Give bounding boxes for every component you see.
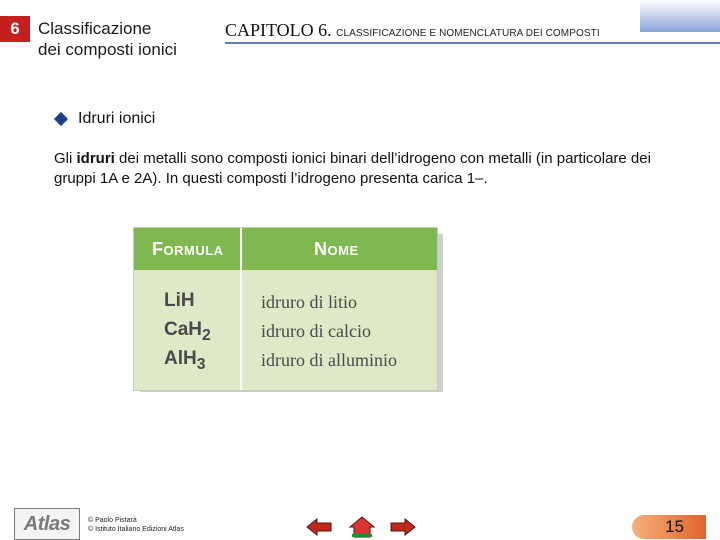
table-header-nome: Nome [314,239,359,259]
body-paragraph [54,149,654,189]
credit-line2: © Istituto Italiano Edizioni Atlas [88,526,184,533]
atlas-logo [14,508,80,540]
previous-button[interactable] [306,516,332,538]
formula-cell [164,319,211,345]
formula-base: AlH [164,348,197,369]
section-title [38,18,228,60]
logo-text: Atlas [23,512,71,535]
bullet-heading [56,110,155,128]
next-button[interactable] [390,516,416,538]
diamond-bullet-icon [54,112,68,126]
name-cell: idruro di alluminio [261,350,397,370]
name-cell: idruro di calcio [261,321,371,341]
formula-subscript: 3 [196,355,206,373]
paragraph-rest: dei metalli sono composti ionici binari dell’idrogeno con metalli (in particolare dei gruppi 1A e 2A). In questi composti l’idrogeno presenta carica 1–. [54,150,651,187]
formula-cell [164,348,206,374]
paragraph-prefix: Gli [54,150,77,167]
chapter-header [225,20,600,41]
arrow-left-icon [306,518,332,536]
credit-line1: © Paolo Pistarà [88,517,137,524]
paragraph-bold-term: idruri [76,150,115,167]
formula-subscript: 2 [202,326,211,344]
formula-base: LiH [164,290,195,311]
chapter-label: CAPITOLO 6. [225,20,332,40]
credits [88,516,184,534]
page-number: 15 [632,515,706,539]
home-button[interactable] [349,516,375,538]
arrow-right-icon [390,518,416,536]
home-icon [349,516,375,538]
chapter-subtitle: CLASSIFICAZIONE E NOMENCLATURA DEI COMPOSTI [336,28,600,39]
section-title-line1: Classificazione [38,19,152,38]
chapter-number-badge: 6 [0,16,30,42]
table-column-divider [240,228,242,390]
section-title-line2: dei composti ionici [38,40,177,59]
formula-cell [164,290,195,316]
table-header-row [134,228,437,270]
header-corner-gradient [640,0,720,32]
formula-base: CaH [164,319,203,340]
hydride-table [133,227,438,391]
table-header-formula: Formula [152,239,224,259]
name-cell: idruro di litio [261,292,357,312]
header-rule [225,42,720,44]
bullet-heading-text: Idruri ionici [78,110,156,127]
